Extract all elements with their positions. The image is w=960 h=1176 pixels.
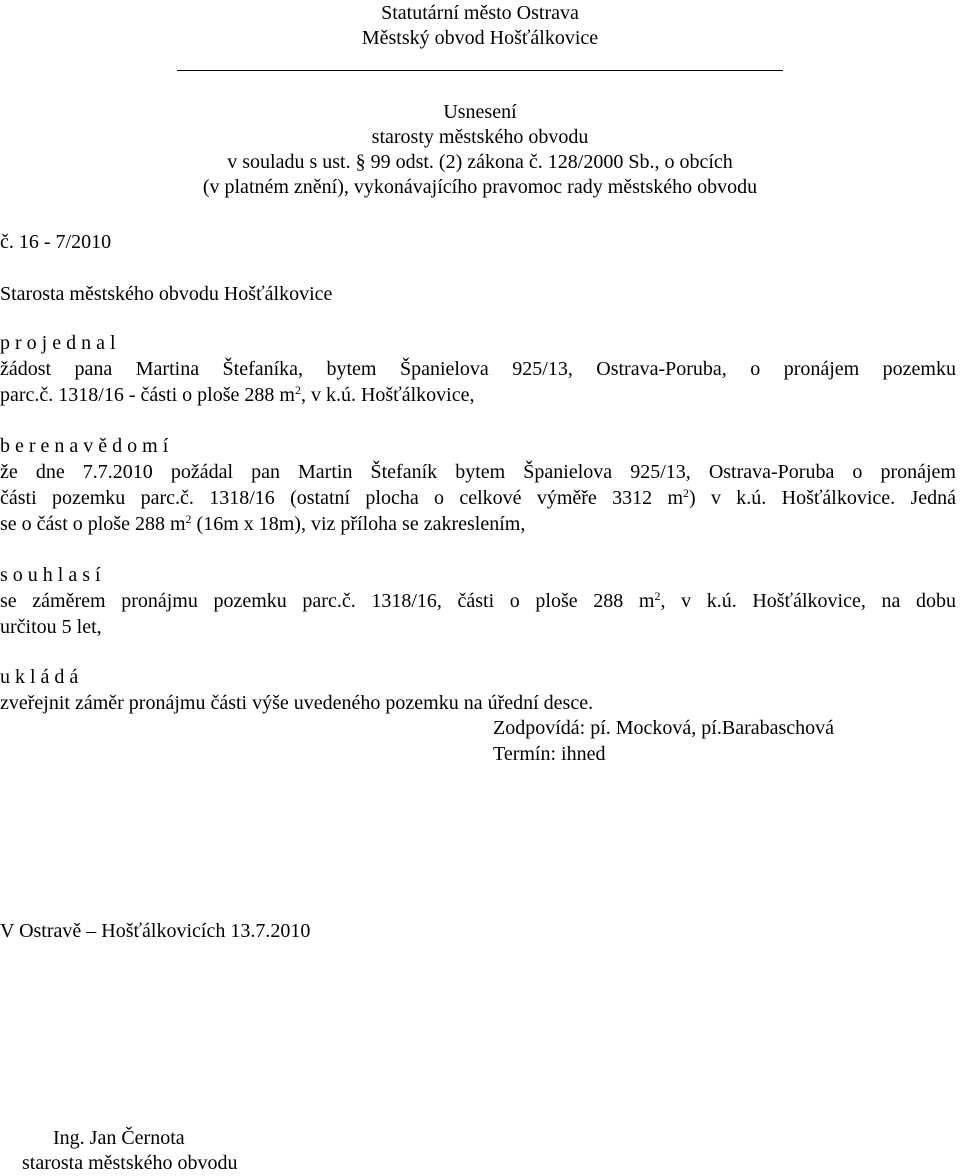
section-bere-na-vedomi-heading: b e r e n a v ě d o m í [0, 435, 169, 457]
deadline: Termín: ihned [493, 743, 606, 765]
section-souhlasi-line-1: se záměrem pronájmu pozemku parc.č. 1318/16, části o ploše 288 $m^2$, v k.ú. Hošťálkovice, na dobu [0, 589, 956, 612]
section-projednal-heading: p r o j e d n a l [0, 332, 116, 354]
section-bere-line-3: se o část o ploše 288 $m^2$ (16m x 18m), viz příloha se zakreslením, [0, 512, 526, 535]
header-divider [177, 70, 783, 71]
title-line-4: (v platném znění), vykonávajícího pravomoc rady městského obvodu [202, 176, 758, 198]
section-projednal-line-1: žádost pana Martina Štefaníka, bytem Španielova 925/13, Ostrava-Poruba, o pronájem pozemku [0, 358, 956, 380]
title-line-2: starosty městského obvodu [371, 126, 589, 148]
section-uklada-heading: u k l á d á [0, 666, 79, 688]
signatory-role: starosta městského obvodu [22, 1152, 238, 1174]
signatory-name: Ing. Jan Černota [53, 1127, 185, 1149]
section-uklada-line-1: zveřejnit záměr pronájmu části výše uvedeného pozemku na úřední desce. [0, 692, 594, 714]
section-souhlasi-line-2: určitou 5 let, [0, 616, 102, 638]
place-date: V Ostravě – Hošťálkovicích 13.7.2010 [0, 920, 311, 942]
header-city: Statutární město Ostrava [381, 2, 579, 24]
document-title: Usnesení [443, 101, 517, 123]
section-souhlasi-heading: s o u h l a s í [0, 564, 101, 586]
actor-line: Starosta městského obvodu Hošťálkovice [0, 283, 333, 305]
section-bere-line-1: že dne 7.7.2010 požádal pan Martin Štefaník bytem Španielova 925/13, Ostrava-Poruba o pronájem [0, 461, 956, 483]
section-bere-line-2: části pozemku parc.č. 1318/16 (ostatní plocha o celkové výměře 3312 $m^2$) v k.ú. Hošťálkovice. Jedná [0, 486, 957, 509]
responsible-persons: Zodpovídá: pí. Mocková, pí.Barabaschová [493, 717, 835, 739]
header-district: Městský obvod Hošťálkovice [361, 27, 599, 49]
title-line-3: v souladu s ust. § 99 odst. (2) zákona č. 128/2000 Sb., o obcích [227, 151, 733, 173]
resolution-number: č. 16 - 7/2010 [0, 231, 112, 253]
section-projednal-line-2: parc.č. 1318/16 - části o ploše 288 $m^2$, v k.ú. Hošťálkovice, [0, 383, 475, 406]
